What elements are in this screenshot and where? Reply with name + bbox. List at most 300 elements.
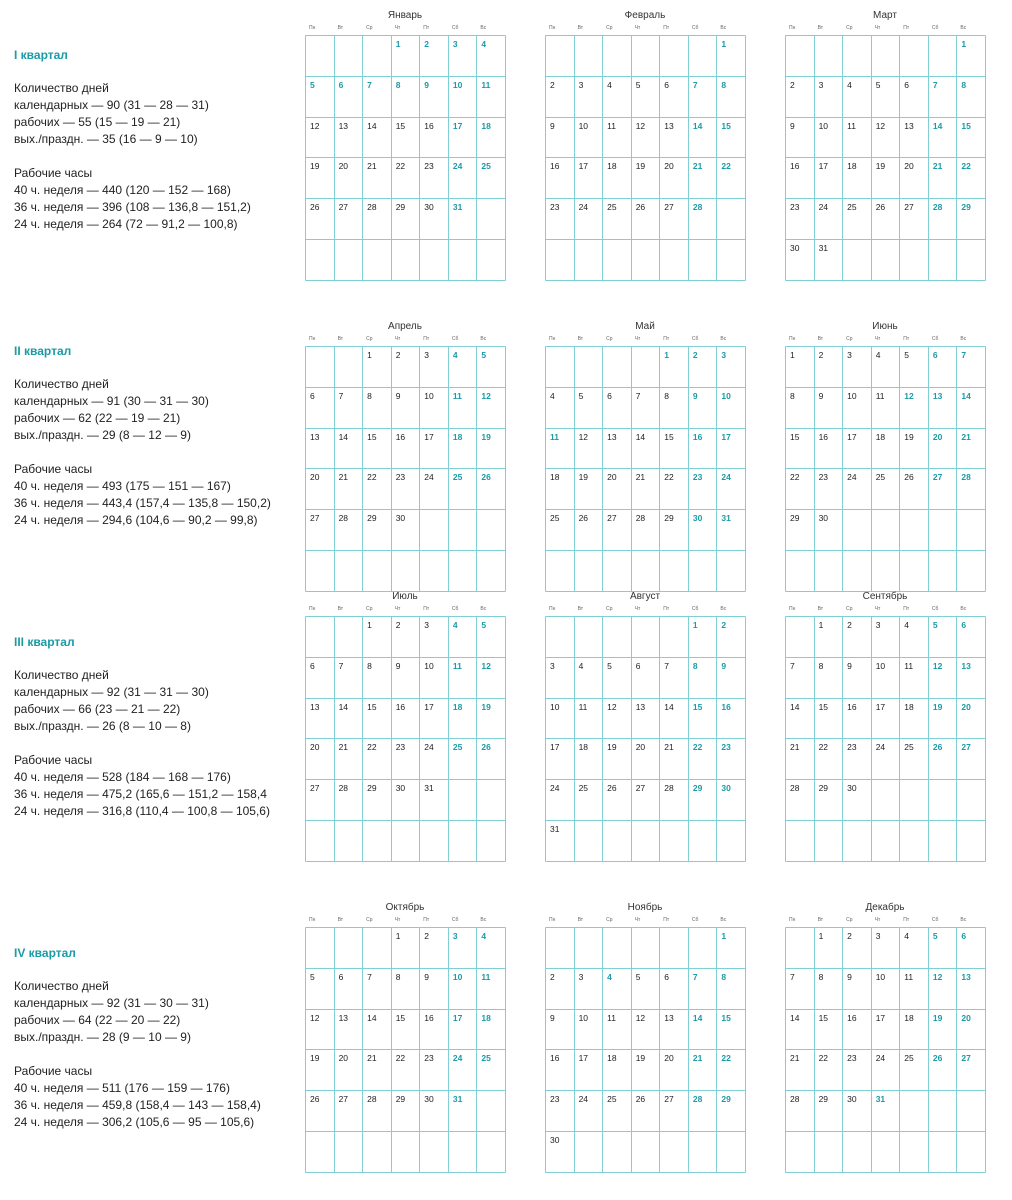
day-cell: 14 bbox=[367, 1012, 377, 1023]
stats-line: 36 ч. неделя — 396 (108 — 136,8 — 151,2) bbox=[14, 200, 251, 214]
weekday-label: Пт bbox=[663, 606, 670, 612]
weekday-label: Ср bbox=[366, 917, 373, 923]
day-cell: 14 bbox=[338, 701, 349, 712]
day-cell: 13 bbox=[664, 120, 674, 131]
day-cell: 4 bbox=[875, 350, 881, 360]
day-cell: 3 bbox=[578, 79, 584, 90]
weekday-label: Ср bbox=[846, 917, 853, 923]
day-cell-holiday: 1 bbox=[692, 620, 698, 630]
day-cell: 11 bbox=[875, 390, 885, 401]
day-cell-holiday: 12 bbox=[932, 660, 943, 671]
day-cell: 24 bbox=[818, 202, 829, 213]
day-cell: 8 bbox=[818, 971, 824, 982]
day-cell: 20 bbox=[607, 472, 617, 483]
day-cell: 2 bbox=[550, 971, 555, 982]
day-cell: 24 bbox=[847, 472, 857, 483]
day-cell: 22 bbox=[664, 472, 674, 483]
stats-gap bbox=[14, 444, 271, 461]
day-cell: 29 bbox=[790, 513, 800, 524]
quarter-stats bbox=[14, 978, 261, 1131]
day-cell-holiday: 1 bbox=[395, 39, 401, 49]
day-cell-holiday: 20 bbox=[961, 1012, 971, 1023]
month-title: Июль bbox=[392, 591, 418, 602]
weekday-label: Пн bbox=[789, 25, 796, 31]
grid-lines bbox=[545, 616, 746, 862]
day-cell: 20 bbox=[338, 1053, 349, 1064]
weekday-label: Ср bbox=[366, 606, 373, 612]
grid-lines bbox=[305, 616, 506, 862]
day-cell: 18 bbox=[847, 161, 857, 172]
weekday-label: Ср bbox=[606, 917, 613, 923]
day-cell: 8 bbox=[664, 390, 669, 401]
weekday-label: Чт bbox=[394, 25, 401, 31]
day-cell: 8 bbox=[367, 390, 372, 401]
weekday-label: Пн bbox=[309, 917, 316, 923]
weekday-label: Сб bbox=[931, 25, 939, 31]
day-cell-holiday: 29 bbox=[692, 783, 703, 794]
day-cell-holiday: 21 bbox=[932, 161, 943, 172]
month-calendar bbox=[785, 0, 985, 290]
day-cell-holiday: 5 bbox=[932, 620, 938, 630]
day-cell: 21 bbox=[635, 472, 646, 483]
day-cell: 21 bbox=[790, 742, 800, 753]
day-cell-holiday: 26 bbox=[481, 472, 491, 483]
day-cell: 4 bbox=[550, 390, 555, 401]
day-cell: 25 bbox=[904, 742, 914, 753]
day-cell-holiday: 10 bbox=[721, 390, 731, 401]
weekday-label: Вт bbox=[577, 917, 584, 923]
quarter-title: II квартал bbox=[14, 344, 72, 358]
day-cell: 3 bbox=[818, 79, 824, 90]
day-cell: 15 bbox=[818, 1012, 829, 1023]
day-cell: 22 bbox=[395, 161, 406, 172]
day-cell-holiday: 23 bbox=[721, 742, 731, 753]
day-cell: 9 bbox=[424, 971, 429, 982]
stats-line: календарных — 92 (31 — 30 — 31) bbox=[14, 996, 209, 1010]
day-cell: 26 bbox=[607, 783, 617, 794]
day-cell: 26 bbox=[635, 202, 646, 213]
day-cell-holiday: 13 bbox=[961, 660, 971, 671]
day-cell: 4 bbox=[578, 660, 584, 671]
day-cell-holiday: 4 bbox=[452, 350, 458, 360]
day-cell: 20 bbox=[310, 742, 320, 753]
day-cell: 13 bbox=[904, 120, 914, 131]
day-cell: 2 bbox=[847, 620, 852, 630]
day-cell: 28 bbox=[790, 1094, 800, 1105]
day-cell: 1 bbox=[395, 931, 401, 941]
weekday-label: Пн bbox=[549, 25, 556, 31]
day-cell: 28 bbox=[367, 202, 377, 213]
grid-lines bbox=[545, 346, 746, 592]
day-cell: 15 bbox=[790, 431, 800, 442]
month-title: Апрель bbox=[388, 321, 422, 332]
month-grid bbox=[305, 35, 505, 280]
day-cell-holiday: 11 bbox=[550, 431, 559, 442]
day-cell-holiday: 26 bbox=[481, 742, 491, 753]
month-grid bbox=[545, 346, 745, 591]
quarter-stats bbox=[14, 667, 270, 820]
weekday-label: Пн bbox=[789, 917, 796, 923]
day-cell-holiday: 11 bbox=[452, 390, 462, 401]
weekday-header bbox=[305, 25, 505, 33]
month-title: Сентябрь bbox=[862, 591, 908, 602]
day-cell: 19 bbox=[635, 1053, 646, 1064]
day-cell: 20 bbox=[904, 161, 914, 172]
weekday-label: Вс bbox=[960, 336, 967, 342]
stats-line: вых./праздн. — 28 (9 — 10 — 9) bbox=[14, 1030, 191, 1044]
month-calendar bbox=[785, 581, 985, 871]
day-cell-holiday: 11 bbox=[481, 79, 491, 90]
day-cell: 23 bbox=[847, 1053, 857, 1064]
day-cell: 18 bbox=[904, 1012, 914, 1023]
day-cell: 12 bbox=[310, 120, 320, 131]
day-cell: 23 bbox=[395, 472, 406, 483]
stats-line: Рабочие часы bbox=[14, 753, 93, 767]
weekday-header bbox=[305, 606, 505, 614]
weekday-label: Ср bbox=[366, 25, 373, 31]
grid-lines bbox=[785, 927, 986, 1173]
stats-line: рабочих — 62 (22 — 19 — 21) bbox=[14, 411, 181, 425]
weekday-header bbox=[305, 336, 505, 344]
day-cell-holiday: 11 bbox=[452, 660, 462, 671]
day-cell: 3 bbox=[424, 350, 429, 360]
weekday-header bbox=[545, 25, 745, 33]
day-cell-holiday: 18 bbox=[452, 431, 463, 442]
grid-lines bbox=[785, 35, 986, 281]
day-cell: 4 bbox=[904, 931, 909, 941]
day-cell: 7 bbox=[664, 660, 669, 671]
day-cell-holiday: 30 bbox=[721, 783, 731, 794]
day-cell: 19 bbox=[635, 161, 646, 172]
grid-lines bbox=[785, 616, 986, 862]
day-cell-holiday: 5 bbox=[310, 79, 315, 90]
day-cell-holiday: 28 bbox=[961, 472, 971, 483]
day-cell-holiday: 12 bbox=[481, 660, 491, 671]
day-cell-holiday: 31 bbox=[452, 202, 463, 213]
weekday-label: Пт bbox=[903, 336, 910, 342]
day-cell-holiday: 5 bbox=[481, 620, 487, 630]
weekday-label: Сб bbox=[691, 606, 699, 612]
day-cell-holiday: 21 bbox=[961, 431, 971, 442]
day-cell: 5 bbox=[310, 971, 315, 982]
weekday-label: Сб bbox=[931, 606, 939, 612]
day-cell-holiday: 24 bbox=[721, 472, 731, 483]
day-cell: 2 bbox=[847, 931, 852, 941]
weekday-label: Вт bbox=[337, 25, 344, 31]
day-cell-holiday: 12 bbox=[932, 971, 943, 982]
day-cell: 28 bbox=[338, 513, 349, 524]
quarter-section bbox=[0, 581, 1012, 871]
quarter-section bbox=[0, 311, 1012, 601]
quarter-title: IV квартал bbox=[14, 946, 76, 960]
stats-line: рабочих — 64 (22 — 20 — 22) bbox=[14, 1013, 181, 1027]
quarter-title: I квартал bbox=[14, 48, 68, 62]
weekday-header bbox=[785, 336, 985, 344]
day-cell: 16 bbox=[818, 431, 829, 442]
day-cell: 29 bbox=[664, 513, 674, 524]
day-cell: 11 bbox=[904, 660, 914, 671]
weekday-label: Чт bbox=[874, 25, 881, 31]
day-cell-holiday: 1 bbox=[664, 350, 669, 360]
day-cell-holiday: 4 bbox=[481, 39, 487, 49]
day-cell: 23 bbox=[424, 1053, 434, 1064]
day-cell-holiday: 10 bbox=[452, 79, 463, 90]
weekday-header bbox=[785, 25, 985, 33]
stats-line: календарных — 92 (31 — 31 — 30) bbox=[14, 685, 209, 699]
day-cell: 2 bbox=[395, 620, 401, 630]
weekday-label: Сб bbox=[691, 336, 699, 342]
day-cell: 13 bbox=[607, 431, 617, 442]
weekday-label: Чт bbox=[634, 336, 641, 342]
day-cell-holiday: 13 bbox=[961, 971, 971, 982]
day-cell-holiday: 19 bbox=[932, 701, 943, 712]
day-cell-holiday: 8 bbox=[692, 660, 698, 671]
day-cell: 26 bbox=[578, 513, 589, 524]
day-cell: 10 bbox=[578, 120, 589, 131]
weekday-label: Вс bbox=[480, 25, 487, 31]
day-cell-holiday: 24 bbox=[452, 161, 463, 172]
weekday-label: Вт bbox=[817, 25, 824, 31]
day-cell: 1 bbox=[367, 350, 372, 360]
day-cell: 15 bbox=[818, 701, 829, 712]
day-cell: 12 bbox=[875, 120, 886, 131]
day-cell-holiday: 2 bbox=[721, 620, 727, 630]
day-cell-holiday: 22 bbox=[692, 742, 703, 753]
day-cell-holiday: 19 bbox=[932, 1012, 943, 1023]
day-cell-holiday: 28 bbox=[932, 202, 943, 213]
day-cell: 27 bbox=[338, 202, 349, 213]
day-cell: 10 bbox=[424, 390, 434, 401]
day-cell-holiday: 24 bbox=[452, 1053, 463, 1064]
day-cell-holiday: 15 bbox=[721, 1012, 731, 1023]
day-cell: 10 bbox=[818, 120, 829, 131]
day-cell-holiday: 11 bbox=[481, 971, 491, 982]
weekday-label: Ср bbox=[606, 336, 613, 342]
weekday-header bbox=[785, 606, 985, 614]
day-cell: 22 bbox=[818, 1053, 829, 1064]
day-cell-holiday: 1 bbox=[961, 39, 967, 49]
day-cell: 30 bbox=[790, 243, 800, 253]
day-cell: 19 bbox=[875, 161, 886, 172]
stats-line: Рабочие часы bbox=[14, 1064, 93, 1078]
month-title: Ноябрь bbox=[627, 902, 663, 913]
day-cell: 16 bbox=[790, 161, 800, 172]
day-cell-holiday: 7 bbox=[692, 79, 698, 90]
month-grid bbox=[785, 35, 985, 280]
day-cell: 26 bbox=[310, 1094, 320, 1105]
weekday-label: Вт bbox=[577, 25, 584, 31]
month-title: Август bbox=[629, 591, 661, 602]
day-cell: 23 bbox=[550, 202, 560, 213]
weekday-label: Вс bbox=[720, 25, 727, 31]
day-cell: 30 bbox=[847, 783, 857, 794]
day-cell: 8 bbox=[790, 390, 795, 401]
weekday-label: Пт bbox=[663, 917, 670, 923]
day-cell: 23 bbox=[424, 161, 434, 172]
stats-line: Рабочие часы bbox=[14, 166, 93, 180]
day-cell-holiday: 8 bbox=[961, 79, 967, 90]
day-cell: 26 bbox=[904, 472, 914, 483]
weekday-label: Ср bbox=[846, 336, 853, 342]
weekday-label: Сб bbox=[691, 25, 699, 31]
day-cell: 22 bbox=[818, 742, 829, 753]
stats-line: Рабочие часы bbox=[14, 462, 93, 476]
day-cell-holiday: 27 bbox=[961, 742, 971, 753]
month-grid bbox=[545, 616, 745, 861]
month-grid bbox=[305, 346, 505, 591]
weekday-label: Вс bbox=[960, 25, 967, 31]
day-cell: 11 bbox=[578, 701, 588, 712]
grid-lines bbox=[785, 346, 986, 592]
day-cell: 5 bbox=[904, 350, 909, 360]
day-cell-holiday: 28 bbox=[692, 1094, 703, 1105]
day-cell: 8 bbox=[367, 660, 372, 671]
month-calendar bbox=[305, 0, 505, 290]
day-cell: 24 bbox=[550, 783, 560, 794]
day-cell: 3 bbox=[424, 620, 429, 630]
day-cell-holiday: 29 bbox=[961, 202, 971, 213]
day-cell: 21 bbox=[790, 1053, 800, 1064]
stats-line: рабочих — 55 (15 — 19 — 21) bbox=[14, 115, 181, 129]
day-cell: 17 bbox=[875, 1012, 886, 1023]
day-cell: 13 bbox=[310, 431, 320, 442]
day-cell: 9 bbox=[550, 1012, 555, 1023]
day-cell: 18 bbox=[578, 742, 589, 753]
weekday-label: Ср bbox=[606, 25, 613, 31]
day-cell: 30 bbox=[395, 783, 406, 794]
day-cell: 23 bbox=[395, 742, 406, 753]
day-cell: 13 bbox=[338, 1012, 349, 1023]
day-cell: 29 bbox=[818, 1094, 829, 1105]
day-cell: 2 bbox=[424, 931, 429, 941]
month-title: Май bbox=[635, 321, 655, 332]
day-cell: 27 bbox=[635, 783, 646, 794]
stats-line: 36 ч. неделя — 459,8 (158,4 — 143 — 158,4) bbox=[14, 1098, 261, 1112]
month-calendar bbox=[785, 892, 985, 1182]
day-cell: 10 bbox=[550, 701, 560, 712]
weekday-label: Пт bbox=[423, 25, 430, 31]
stats-line: вых./праздн. — 29 (8 — 12 — 9) bbox=[14, 428, 191, 442]
weekday-label: Вт bbox=[577, 606, 584, 612]
weekday-label: Чт bbox=[394, 336, 401, 342]
day-cell: 13 bbox=[338, 120, 349, 131]
day-cell: 12 bbox=[635, 120, 646, 131]
weekday-label: Сб bbox=[931, 336, 939, 342]
day-cell: 20 bbox=[664, 161, 674, 172]
day-cell: 9 bbox=[818, 390, 824, 401]
day-cell-holiday: 4 bbox=[481, 931, 487, 941]
month-grid bbox=[545, 35, 745, 280]
day-cell: 6 bbox=[664, 971, 669, 982]
day-cell: 4 bbox=[607, 79, 612, 90]
day-cell: 10 bbox=[578, 1012, 589, 1023]
weekday-label: Пн bbox=[789, 336, 796, 342]
day-cell: 11 bbox=[904, 971, 914, 982]
day-cell: 18 bbox=[607, 1053, 617, 1064]
day-cell-holiday: 25 bbox=[452, 472, 463, 483]
day-cell-holiday: 25 bbox=[481, 1053, 491, 1064]
day-cell-holiday: 14 bbox=[692, 1012, 703, 1023]
quarter-title: III квартал bbox=[14, 635, 75, 649]
day-cell-holiday: 18 bbox=[452, 701, 463, 712]
day-cell-holiday: 22 bbox=[961, 161, 971, 172]
day-cell-holiday: 6 bbox=[961, 620, 967, 630]
day-cell: 30 bbox=[550, 1135, 560, 1145]
day-cell: 16 bbox=[395, 701, 406, 712]
day-cell-holiday: 27 bbox=[932, 472, 943, 483]
weekday-header bbox=[545, 336, 745, 344]
day-cell: 1 bbox=[818, 931, 824, 941]
month-calendar bbox=[545, 892, 745, 1182]
day-cell: 28 bbox=[338, 783, 349, 794]
day-cell: 16 bbox=[550, 161, 560, 172]
day-cell-holiday: 20 bbox=[961, 701, 971, 712]
day-cell-holiday: 20 bbox=[932, 431, 943, 442]
day-cell-holiday: 3 bbox=[452, 39, 458, 49]
day-cell-holiday: 9 bbox=[424, 79, 429, 90]
day-cell-holiday: 22 bbox=[721, 161, 731, 172]
day-cell: 29 bbox=[395, 1094, 406, 1105]
day-cell: 23 bbox=[790, 202, 800, 213]
weekday-label: Пт bbox=[903, 917, 910, 923]
weekday-label: Чт bbox=[874, 606, 881, 612]
day-cell-holiday: 18 bbox=[481, 1012, 491, 1023]
day-cell-holiday: 3 bbox=[721, 350, 727, 360]
grid-lines bbox=[545, 927, 746, 1173]
stats-line: 40 ч. неделя — 493 (175 — 151 — 167) bbox=[14, 479, 231, 493]
day-cell: 30 bbox=[395, 513, 406, 524]
day-cell: 28 bbox=[635, 513, 646, 524]
day-cell: 25 bbox=[578, 783, 589, 794]
weekday-label: Чт bbox=[394, 606, 401, 612]
month-calendar bbox=[545, 311, 745, 601]
weekday-label: Ср bbox=[606, 606, 613, 612]
month-title: Октябрь bbox=[385, 902, 425, 913]
day-cell: 21 bbox=[338, 472, 349, 483]
month-grid bbox=[305, 927, 505, 1172]
day-cell-holiday: 31 bbox=[721, 513, 731, 524]
month-calendar bbox=[305, 581, 505, 871]
day-cell: 29 bbox=[367, 783, 377, 794]
weekday-label: Вс bbox=[960, 917, 967, 923]
day-cell: 16 bbox=[395, 431, 406, 442]
day-cell-holiday: 12 bbox=[904, 390, 914, 401]
day-cell-holiday: 12 bbox=[481, 390, 491, 401]
stats-gap bbox=[14, 735, 270, 752]
day-cell: 15 bbox=[664, 431, 674, 442]
stats-line: Количество дней bbox=[14, 81, 109, 95]
day-cell: 21 bbox=[367, 1053, 377, 1064]
weekday-label: Чт bbox=[394, 917, 401, 923]
day-cell: 22 bbox=[395, 1053, 406, 1064]
weekday-label: Ср bbox=[846, 25, 853, 31]
day-cell: 3 bbox=[847, 350, 852, 360]
day-cell: 27 bbox=[310, 783, 320, 794]
month-grid bbox=[785, 927, 985, 1172]
day-cell: 5 bbox=[607, 660, 612, 671]
day-cell-holiday: 1 bbox=[721, 931, 727, 941]
stats-line: 40 ч. неделя — 528 (184 — 168 — 176) bbox=[14, 770, 231, 784]
weekday-label: Сб bbox=[451, 25, 459, 31]
day-cell: 8 bbox=[395, 971, 401, 982]
day-cell: 25 bbox=[607, 1094, 617, 1105]
weekday-label: Пт bbox=[423, 917, 430, 923]
day-cell-holiday: 3 bbox=[452, 931, 458, 941]
day-cell: 26 bbox=[875, 202, 886, 213]
day-cell: 3 bbox=[875, 620, 881, 630]
day-cell-holiday: 2 bbox=[424, 39, 429, 49]
day-cell: 10 bbox=[424, 660, 434, 671]
